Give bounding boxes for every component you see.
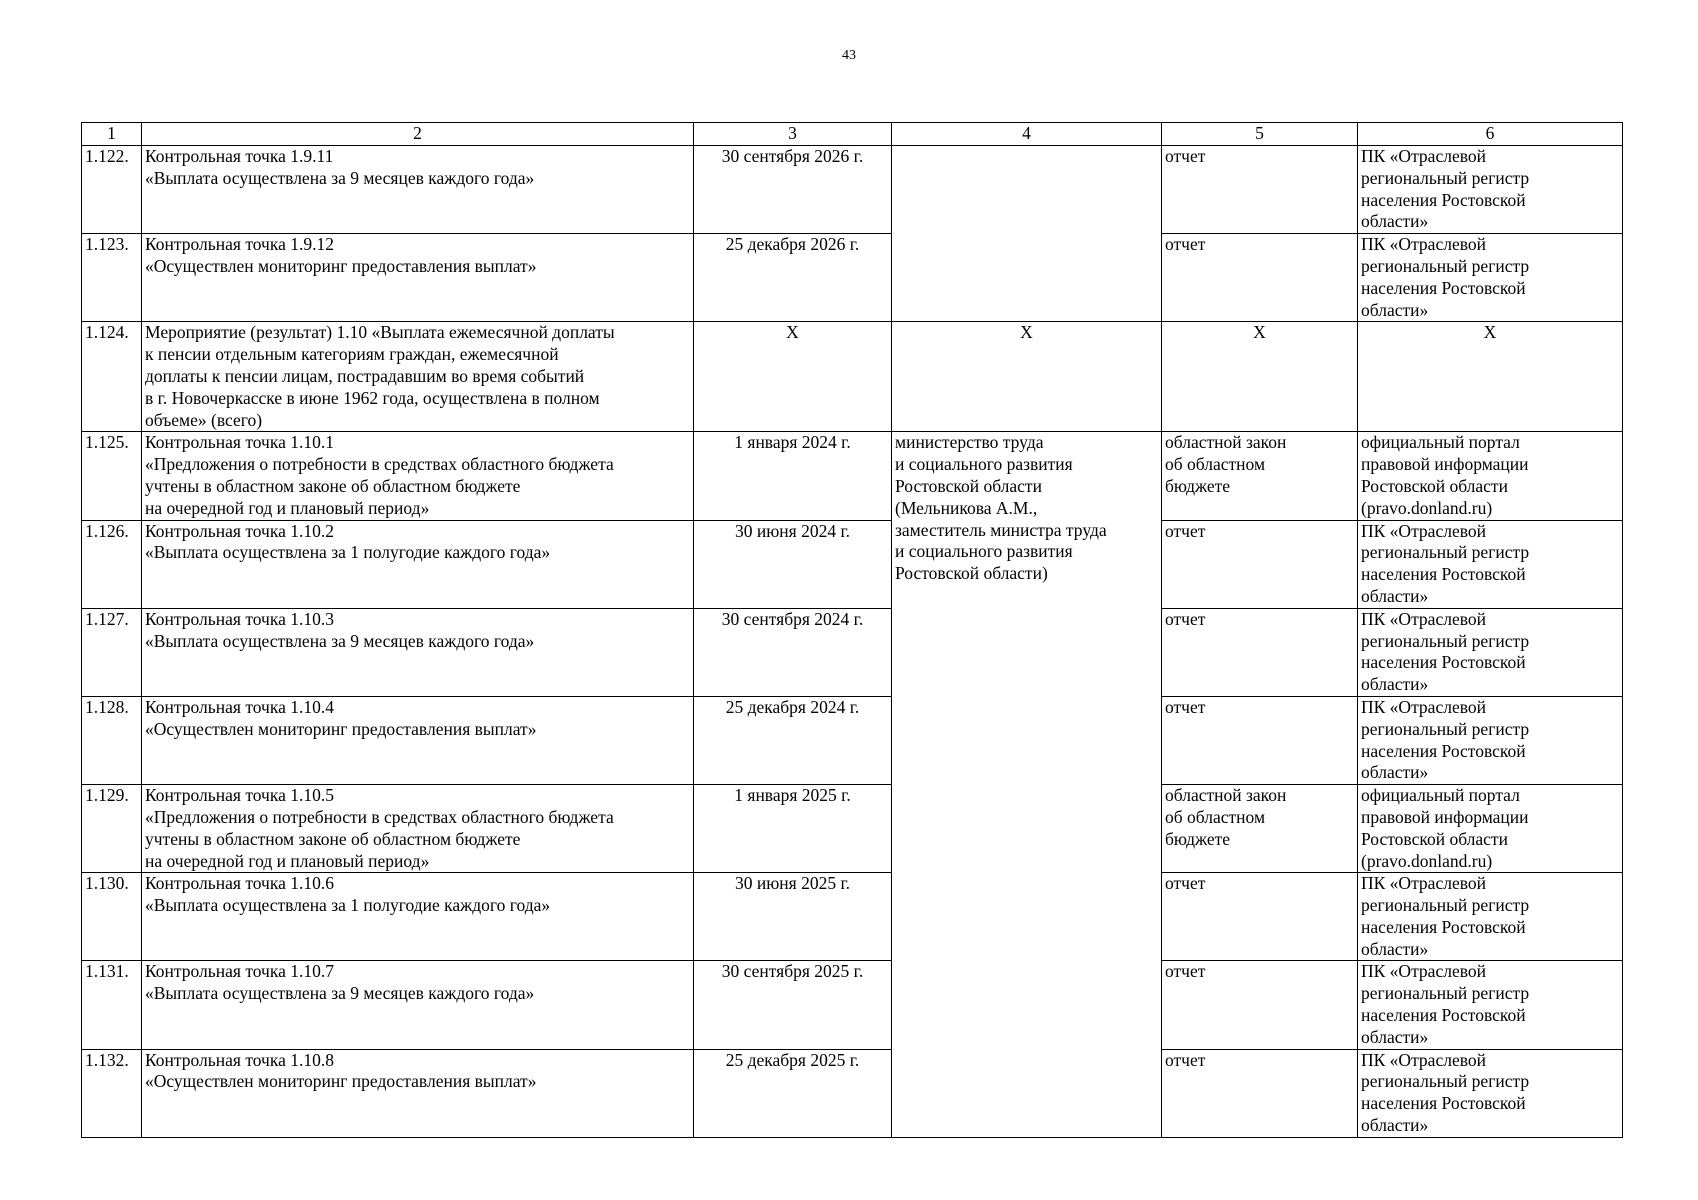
description-line: Контрольная точка 1.9.12 xyxy=(145,234,334,255)
description-line: «Выплата осуществлена за 9 месяцев каждого года» xyxy=(145,983,535,1004)
description-line: Контрольная точка 1.10.1 xyxy=(145,432,334,453)
row-document xyxy=(1162,520,1358,608)
column-header: 6 xyxy=(1358,123,1623,146)
row-number: 1.122. xyxy=(82,146,142,234)
source-line: населения Ростовской xyxy=(1361,189,1526,210)
description-line: «Выплата осуществлена за 1 полугодие каждого года» xyxy=(145,542,551,563)
table-row xyxy=(82,1049,1623,1137)
row-source xyxy=(1358,1049,1623,1137)
row-date: 30 июня 2025 г. xyxy=(694,873,892,961)
description-line: Контрольная точка 1.10.7 xyxy=(145,961,334,982)
responsible-line: Ростовской области xyxy=(895,475,1042,496)
description-line: «Предложения о потребности в средствах областного бюджета xyxy=(145,454,614,475)
document-line: отчет xyxy=(1165,146,1206,166)
row-document xyxy=(1162,322,1358,432)
row-number: 1.131. xyxy=(82,961,142,1049)
row-source xyxy=(1358,696,1623,784)
source-line: региональный регистр xyxy=(1361,630,1530,651)
source-line: (pravo.donland.ru) xyxy=(1361,497,1493,518)
table-row xyxy=(82,608,1623,696)
description-line: «Выплата осуществлена за 1 полугодие каждого года» xyxy=(145,895,551,916)
row-description xyxy=(142,146,694,234)
description-line: Контрольная точка 1.10.2 xyxy=(145,520,334,541)
row-description xyxy=(142,520,694,608)
column-header: 4 xyxy=(892,123,1162,146)
row-number: 1.130. xyxy=(82,873,142,961)
row-document xyxy=(1162,961,1358,1049)
source-line: области» xyxy=(1361,762,1429,783)
document-line: об областном xyxy=(1165,806,1266,827)
source-line: региональный регистр xyxy=(1361,542,1530,563)
document-line: бюджете xyxy=(1165,475,1231,496)
description-line: Контрольная точка 1.10.6 xyxy=(145,873,334,894)
description-line: учтены в областном законе об областном бюджете xyxy=(145,475,521,496)
row-date: 1 января 2025 г. xyxy=(694,785,892,873)
source-line: области» xyxy=(1361,938,1429,959)
row-description xyxy=(142,961,694,1049)
row-number: 1.125. xyxy=(82,432,142,520)
source-line: региональный регистр xyxy=(1361,718,1530,739)
document-line: отчет xyxy=(1165,961,1206,982)
row-source xyxy=(1358,961,1623,1049)
row-description xyxy=(142,873,694,961)
document-line: отчет xyxy=(1165,608,1206,629)
source-line: Ростовской области xyxy=(1361,828,1508,849)
description-line: «Осуществлен мониторинг предоставления выплат» xyxy=(145,255,537,276)
document-line: Х xyxy=(1253,322,1266,343)
source-line: Х xyxy=(1483,322,1497,343)
source-line: региональный регистр xyxy=(1361,167,1530,188)
row-description xyxy=(142,432,694,520)
table-row xyxy=(82,696,1623,784)
responsible-line: заместитель министра труда xyxy=(895,519,1107,540)
row-source xyxy=(1358,520,1623,608)
source-line: населения Ростовской xyxy=(1361,740,1526,761)
row-number: 1.128. xyxy=(82,696,142,784)
source-line: ПК «Отраслевой xyxy=(1361,608,1486,629)
description-line: Контрольная точка 1.10.3 xyxy=(145,608,334,629)
source-line: региональный регистр xyxy=(1361,1071,1530,1092)
row-number: 1.124. xyxy=(82,322,142,432)
responsible-line: (Мельникова А.М., xyxy=(895,497,1038,518)
description-line: «Выплата осуществлена за 9 месяцев каждого года» xyxy=(145,167,535,188)
responsible-line: Ростовской области) xyxy=(895,563,1048,584)
row-document xyxy=(1162,608,1358,696)
source-line: области» xyxy=(1361,299,1429,320)
source-line: (pravo.donland.ru) xyxy=(1361,850,1493,871)
source-line: области» xyxy=(1361,674,1429,695)
row-document xyxy=(1162,785,1358,873)
document-line: об областном xyxy=(1165,454,1266,475)
source-line: ПК «Отраслевой xyxy=(1361,873,1486,894)
row-date: 30 сентября 2025 г. xyxy=(694,961,892,1049)
row-source xyxy=(1358,234,1623,322)
page-number: 43 xyxy=(842,48,856,63)
table-row xyxy=(82,873,1623,961)
document-line: отчет xyxy=(1165,873,1206,894)
row-source xyxy=(1358,873,1623,961)
table-row xyxy=(82,234,1623,322)
row-source xyxy=(1358,785,1623,873)
description-line: «Выплата осуществлена за 9 месяцев каждого года» xyxy=(145,630,535,651)
description-line: объеме» (всего) xyxy=(145,409,263,430)
source-line: области» xyxy=(1361,211,1429,232)
row-source xyxy=(1358,432,1623,520)
description-line: Контрольная точка 1.10.4 xyxy=(145,696,334,717)
row-source xyxy=(1358,608,1623,696)
responsible-cell: Х xyxy=(892,322,1162,432)
document-line: отчет xyxy=(1165,520,1206,541)
source-line: ПК «Отраслевой xyxy=(1361,234,1486,255)
row-number: 1.123. xyxy=(82,234,142,322)
source-line: населения Ростовской xyxy=(1361,916,1526,937)
row-document xyxy=(1162,873,1358,961)
description-line: доплаты к пенсии лицам, пострадавшим во время событий xyxy=(145,365,585,386)
table-row xyxy=(82,322,1623,432)
row-source xyxy=(1358,322,1623,432)
header-row xyxy=(82,123,1623,146)
row-document xyxy=(1162,696,1358,784)
source-line: области» xyxy=(1361,1026,1429,1047)
description-line: Контрольная точка 1.10.5 xyxy=(145,785,334,806)
source-line: правовой информации xyxy=(1361,806,1529,827)
row-date: 25 декабря 2026 г. xyxy=(694,234,892,322)
row-date: 30 сентября 2024 г. xyxy=(694,608,892,696)
description-line: Контрольная точка 1.10.8 xyxy=(145,1049,334,1070)
document-line: отчет xyxy=(1165,696,1206,717)
row-date: Х xyxy=(694,322,892,432)
row-document xyxy=(1162,146,1358,234)
row-number: 1.127. xyxy=(82,608,142,696)
source-line: правовой информации xyxy=(1361,454,1529,475)
description-line: Мероприятие (результат) 1.10 «Выплата ежемесячной доплаты xyxy=(145,322,615,343)
row-date: 25 декабря 2024 г. xyxy=(694,696,892,784)
responsible-cell xyxy=(892,432,1162,1138)
source-line: ПК «Отраслевой xyxy=(1361,1049,1486,1070)
row-document xyxy=(1162,234,1358,322)
document-line: областной закон xyxy=(1165,785,1287,806)
source-line: региональный регистр xyxy=(1361,983,1530,1004)
document-line: бюджете xyxy=(1165,828,1231,849)
source-line: населения Ростовской xyxy=(1361,652,1526,673)
column-header: 3 xyxy=(694,123,892,146)
source-line: официальный портал xyxy=(1361,785,1520,806)
row-date: 30 июня 2024 г. xyxy=(694,520,892,608)
source-line: области» xyxy=(1361,585,1429,606)
description-line: «Осуществлен мониторинг предоставления выплат» xyxy=(145,718,537,739)
source-line: области» xyxy=(1361,1115,1429,1136)
source-line: населения Ростовской xyxy=(1361,1093,1526,1114)
column-header: 1 xyxy=(82,123,142,146)
table-row xyxy=(82,520,1623,608)
row-description xyxy=(142,608,694,696)
description-line: «Осуществлен мониторинг предоставления выплат» xyxy=(145,1071,537,1092)
row-number: 1.129. xyxy=(82,785,142,873)
source-line: официальный портал xyxy=(1361,432,1520,453)
source-line: ПК «Отраслевой xyxy=(1361,146,1486,166)
row-description xyxy=(142,234,694,322)
row-description xyxy=(142,785,694,873)
source-line: ПК «Отраслевой xyxy=(1361,696,1486,717)
document-line: областной закон xyxy=(1165,432,1287,453)
responsible-cell xyxy=(892,146,1162,322)
description-line: Контрольная точка 1.9.11 xyxy=(145,146,334,166)
source-line: Ростовской области xyxy=(1361,475,1508,496)
row-description xyxy=(142,696,694,784)
responsible-line: и социального развития xyxy=(895,454,1073,475)
source-line: ПК «Отраслевой xyxy=(1361,520,1486,541)
table-row xyxy=(82,785,1623,873)
row-number: 1.126. xyxy=(82,520,142,608)
row-date: 1 января 2024 г. xyxy=(694,432,892,520)
row-description xyxy=(142,322,694,432)
description-line: к пенсии отдельным категориям граждан, ежемесячной xyxy=(145,344,559,365)
source-line: региональный регистр xyxy=(1361,895,1530,916)
row-source xyxy=(1358,146,1623,234)
column-header: 5 xyxy=(1162,123,1358,146)
row-description xyxy=(142,1049,694,1137)
description-line: на очередной год и плановый период» xyxy=(145,497,430,518)
source-line: ПК «Отраслевой xyxy=(1361,961,1486,982)
table-row xyxy=(82,146,1623,234)
description-line: в г. Новочеркасске в июне 1962 года, осуществлена в полном xyxy=(145,387,600,408)
row-document xyxy=(1162,432,1358,520)
row-date: 25 декабря 2025 г. xyxy=(694,1049,892,1137)
description-line: «Предложения о потребности в средствах областного бюджета xyxy=(145,806,614,827)
source-line: населения Ростовской xyxy=(1361,564,1526,585)
table-row xyxy=(82,432,1623,520)
description-line: на очередной год и плановый период» xyxy=(145,850,430,871)
document-line: отчет xyxy=(1165,1049,1206,1070)
source-line: населения Ростовской xyxy=(1361,277,1526,298)
source-line: региональный регистр xyxy=(1361,255,1530,276)
source-line: населения Ростовской xyxy=(1361,1005,1526,1026)
document-line: отчет xyxy=(1165,234,1206,255)
responsible-line: министерство труда xyxy=(895,432,1044,453)
column-header: 2 xyxy=(142,123,694,146)
table-row xyxy=(82,961,1623,1049)
description-line: учтены в областном законе об областном бюджете xyxy=(145,828,521,849)
row-document xyxy=(1162,1049,1358,1137)
responsible-line: и социального развития xyxy=(895,541,1073,562)
control-points-table xyxy=(81,122,1623,1138)
row-number: 1.132. xyxy=(82,1049,142,1137)
row-date: 30 сентября 2026 г. xyxy=(694,146,892,234)
